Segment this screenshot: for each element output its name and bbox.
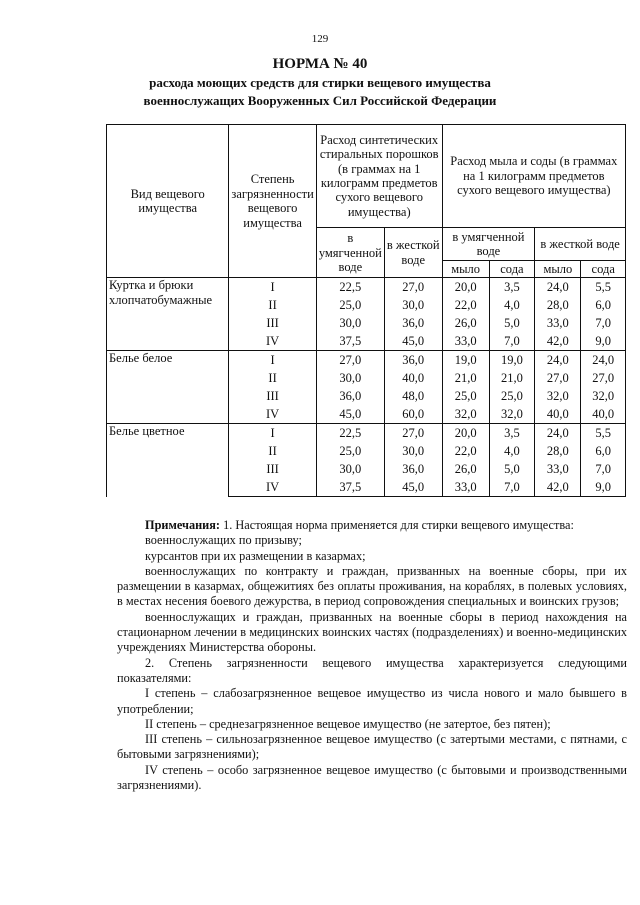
value-cell: 27,0 bbox=[316, 351, 384, 370]
value-cell: 5,5 bbox=[581, 424, 626, 443]
value-cell: 40,0 bbox=[384, 369, 442, 387]
value-cell: 5,0 bbox=[489, 314, 535, 332]
value-cell: 25,0 bbox=[316, 442, 384, 460]
value-cell: 21,0 bbox=[442, 369, 489, 387]
header-soda-1: сода bbox=[489, 261, 535, 278]
value-cell: 32,0 bbox=[581, 387, 626, 405]
value-cell: 33,0 bbox=[442, 332, 489, 351]
value-cell: 4,0 bbox=[489, 296, 535, 314]
note-1-item-cadets: курсантов при их размещении в казармах; bbox=[145, 548, 366, 563]
norm-table bbox=[106, 124, 626, 497]
value-cell: 37,5 bbox=[316, 332, 384, 351]
value-cell: 36,0 bbox=[316, 387, 384, 405]
degree-cell: III bbox=[229, 387, 316, 405]
value-cell: 22,5 bbox=[316, 424, 384, 443]
value-cell: 20,0 bbox=[442, 278, 489, 297]
document-subtitle-1: расхода моющих средств для стирки вещевого имущества bbox=[149, 75, 491, 90]
table-row bbox=[107, 278, 626, 297]
value-cell: 45,0 bbox=[384, 478, 442, 497]
value-cell: 27,0 bbox=[384, 278, 442, 297]
value-cell: 37,5 bbox=[316, 478, 384, 497]
degree-cell: I bbox=[229, 351, 316, 370]
value-cell: 42,0 bbox=[535, 332, 581, 351]
value-cell: 32,0 bbox=[442, 405, 489, 424]
value-cell: 33,0 bbox=[535, 314, 581, 332]
value-cell: 7,0 bbox=[489, 332, 535, 351]
value-cell: 45,0 bbox=[316, 405, 384, 424]
value-cell: 3,5 bbox=[489, 278, 535, 297]
table-row bbox=[107, 351, 626, 370]
value-cell: 25,0 bbox=[489, 387, 535, 405]
note-2-heading: 2. Степень загрязненности вещевого имущества характеризуется следующими показателями: bbox=[117, 655, 627, 685]
value-cell: 24,0 bbox=[581, 351, 626, 370]
header-synthetic: Расход синтетических стиральных порошков (в граммах на 1 килограмм предметов сухого вещевого имущества) bbox=[316, 125, 442, 228]
value-cell: 28,0 bbox=[535, 296, 581, 314]
degree-cell: II bbox=[229, 296, 316, 314]
value-cell: 19,0 bbox=[442, 351, 489, 370]
header-kind: Вид вещевого имущества bbox=[107, 125, 229, 278]
value-cell: 33,0 bbox=[535, 460, 581, 478]
value-cell: 22,0 bbox=[442, 296, 489, 314]
value-cell: 30,0 bbox=[316, 460, 384, 478]
value-cell: 42,0 bbox=[535, 478, 581, 497]
value-cell: 36,0 bbox=[384, 351, 442, 370]
item-kind-cell: Куртка и брюки хлопчатобумажные bbox=[107, 278, 229, 351]
item-kind-cell: Белье цветное bbox=[107, 424, 229, 497]
value-cell: 30,0 bbox=[384, 296, 442, 314]
value-cell: 27,0 bbox=[581, 369, 626, 387]
value-cell: 7,0 bbox=[489, 478, 535, 497]
value-cell: 60,0 bbox=[384, 405, 442, 424]
value-cell: 25,0 bbox=[442, 387, 489, 405]
value-cell: 21,0 bbox=[489, 369, 535, 387]
note-1-heading: 1. Настоящая норма применяется для стирки вещевого имущества: bbox=[223, 518, 574, 532]
header-soap-hard: в жесткой воде bbox=[535, 228, 626, 261]
value-cell: 30,0 bbox=[384, 442, 442, 460]
notes-label: Примечания: bbox=[145, 518, 221, 532]
header-soap-2: мыло bbox=[535, 261, 581, 278]
value-cell: 27,0 bbox=[384, 424, 442, 443]
item-kind-cell: Белье белое bbox=[107, 351, 229, 424]
value-cell: 7,0 bbox=[581, 460, 626, 478]
value-cell: 20,0 bbox=[442, 424, 489, 443]
value-cell: 22,0 bbox=[442, 442, 489, 460]
notes bbox=[117, 518, 627, 793]
value-cell: 40,0 bbox=[535, 405, 581, 424]
document-subtitle-2: военнослужащих Вооруженных Сил Российской Федерации bbox=[143, 93, 497, 108]
note-1-item-medical: военнослужащих и граждан, призванных на военные сборы в период нахождения на стационарном лечении в медицинских воинских частях (подразделениях) и военно-медицинских учреждениях Министерства обороны. bbox=[117, 609, 627, 655]
note-1-item-conscripts: военнослужащих по призыву; bbox=[145, 533, 302, 548]
note-2-degree-2: II степень – среднезагрязненное вещевое имущество (не затертое, без пятен); bbox=[145, 716, 551, 731]
degree-cell: I bbox=[229, 278, 316, 297]
value-cell: 24,0 bbox=[535, 424, 581, 443]
value-cell: 30,0 bbox=[316, 314, 384, 332]
header-soap-soft: в умягченной воде bbox=[442, 228, 535, 261]
value-cell: 24,0 bbox=[535, 278, 581, 297]
header-synth-soft: в умягченной воде bbox=[316, 228, 384, 278]
page-number: 129 bbox=[311, 33, 329, 45]
value-cell: 36,0 bbox=[384, 460, 442, 478]
value-cell: 9,0 bbox=[581, 332, 626, 351]
note-2-degree-4: IV степень – особо загрязненное вещевое имущество (с бытовыми и производственными загрязнениями). bbox=[117, 762, 627, 793]
degree-cell: II bbox=[229, 442, 316, 460]
header-soap-soda: Расход мыла и соды (в граммах на 1 килограмм предметов сухого вещевого имущества) bbox=[442, 125, 625, 228]
header-soap-1: мыло bbox=[442, 261, 489, 278]
value-cell: 26,0 bbox=[442, 314, 489, 332]
table-row bbox=[107, 424, 626, 443]
degree-cell: IV bbox=[229, 405, 316, 424]
value-cell: 36,0 bbox=[384, 314, 442, 332]
value-cell: 32,0 bbox=[489, 405, 535, 424]
value-cell: 7,0 bbox=[581, 314, 626, 332]
degree-cell: I bbox=[229, 424, 316, 443]
value-cell: 6,0 bbox=[581, 296, 626, 314]
value-cell: 22,5 bbox=[316, 278, 384, 297]
value-cell: 19,0 bbox=[489, 351, 535, 370]
value-cell: 26,0 bbox=[442, 460, 489, 478]
degree-cell: III bbox=[229, 460, 316, 478]
value-cell: 5,0 bbox=[489, 460, 535, 478]
value-cell: 6,0 bbox=[581, 442, 626, 460]
value-cell: 4,0 bbox=[489, 442, 535, 460]
value-cell: 40,0 bbox=[581, 405, 626, 424]
value-cell: 25,0 bbox=[316, 296, 384, 314]
header-synth-hard: в жесткой воде bbox=[384, 228, 442, 278]
value-cell: 30,0 bbox=[316, 369, 384, 387]
value-cell: 24,0 bbox=[535, 351, 581, 370]
value-cell: 45,0 bbox=[384, 332, 442, 351]
degree-cell: IV bbox=[229, 332, 316, 351]
value-cell: 5,5 bbox=[581, 278, 626, 297]
degree-cell: IV bbox=[229, 478, 316, 497]
degree-cell: II bbox=[229, 369, 316, 387]
value-cell: 48,0 bbox=[384, 387, 442, 405]
note-2-degree-1: I степень – слабозагрязненное вещевое имущество из числа нового и мало бывшего в употреблении; bbox=[117, 686, 627, 716]
document-title: НОРМА № 40 bbox=[272, 56, 368, 72]
note-2-degree-3: III степень – сильнозагрязненное вещевое имущество (с затертыми местами, с пятнами, с бытовыми загрязнениями); bbox=[117, 732, 627, 762]
degree-cell: III bbox=[229, 314, 316, 332]
note-1-item-contract: военнослужащих по контракту и граждан, призванных на военные сборы, при их размещении в казармах, общежитиях без оплаты проживания, на кораблях, в полевых условиях, в местах несения боевого дежурства, в период сопровождения специальных и воинских грузов; bbox=[117, 563, 627, 609]
value-cell: 27,0 bbox=[535, 369, 581, 387]
header-degree: Степень загрязненности вещевого имущества bbox=[229, 125, 316, 278]
value-cell: 9,0 bbox=[581, 478, 626, 497]
value-cell: 28,0 bbox=[535, 442, 581, 460]
value-cell: 32,0 bbox=[535, 387, 581, 405]
value-cell: 3,5 bbox=[489, 424, 535, 443]
header-soda-2: сода bbox=[581, 261, 626, 278]
value-cell: 33,0 bbox=[442, 478, 489, 497]
